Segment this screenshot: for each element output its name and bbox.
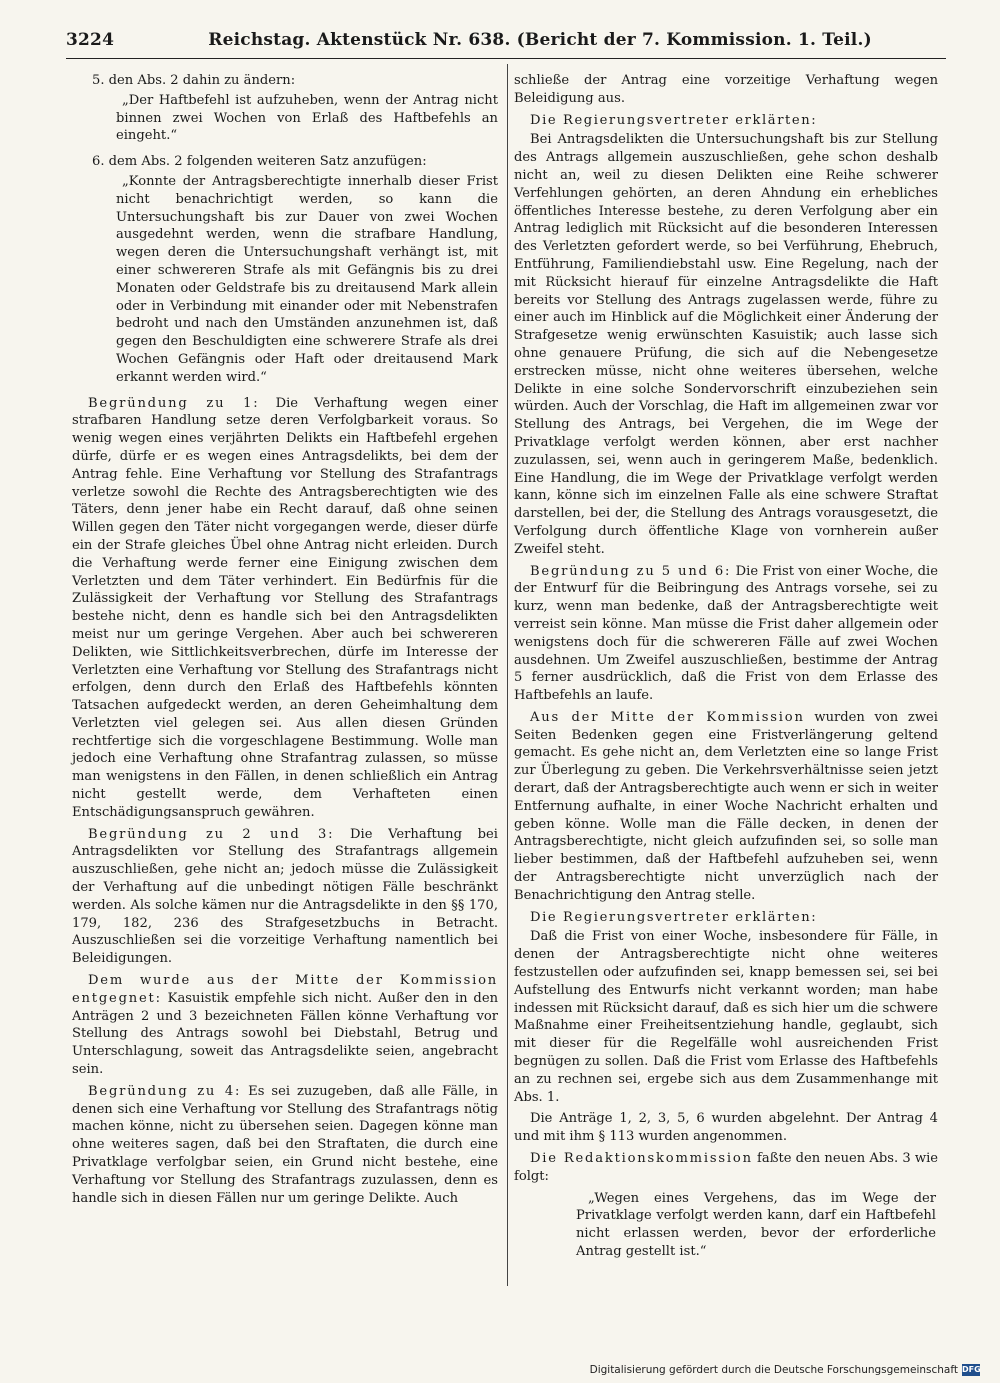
paragraph-text: Die Frist von einer Woche, die der Entwurf für die Beibringung des Antrags vorsehe, sei zu kurz, wenn man bedenke, daß der Antragsberechtigte weit verreist sein könne. Man müsse die Frist daher allgemein oder wenigstens doch für die schwereren Fälle auf zwei Wochen ausdehnen. Um Zweifel auszuschließen, bestimme der Antrag 5 ferner ausdrücklich, daß die Frist von dem Erlasse des Haftbefehls an laufe. [514,563,938,704]
paragraph-text: „Der Haftbefehl ist aufzuheben, wenn der Antrag nicht binnen zwei Wochen von Erlaß des Haftbefehls an eingeht.“ [116,92,498,144]
right-column-paragraph [514,72,938,108]
paragraph-text: Die Anträge 1, 2, 3, 5, 6 wurden abgelehnt. Der Antrag 4 und mit ihm § 113 wurden angenommen. [514,1111,938,1145]
right-column-paragraph [514,1110,938,1146]
right-column-paragraph [514,112,938,130]
footer [590,1364,980,1376]
paragraph-lead: Begründung zu 1: [88,395,260,411]
paragraph-lead: Die Redaktionskommission [530,1151,753,1167]
dfg-logo: DFG [962,1365,981,1374]
left-column-paragraph [72,972,498,1079]
left-column-paragraph [92,153,498,171]
paragraph-lead: Begründung zu 2 und 3: [88,826,335,842]
paragraph-text: Die Regierungsvertreter erklärten: [530,112,818,128]
left-column [72,72,498,1211]
left-column-paragraph [116,173,498,387]
paragraph-text: „Wegen eines Vergehens, das im Wege der Privatklage verfolgt werden kann, darf ein Haftbefehl nicht erlassen werden, bevor der erforderliche Antrag gestellt ist.“ [576,1190,936,1259]
paragraph-lead: Dem wurde aus der Mitte der Kommission entgegnet: [72,973,498,1006]
left-column-paragraph [72,1083,498,1208]
page-title: Reichstag. Aktenstück Nr. 638. (Bericht der 7. Kommission. 1. Teil.) [208,30,872,50]
paragraph-text: schließe der Antrag eine vorzeitige Verhaftung wegen Beleidigung aus. [514,73,938,106]
column-divider [507,64,508,1286]
right-column-paragraph [514,1150,938,1186]
paragraph-text: Die Verhaftung bei Antragsdelikten vor Stellung des Strafantrags allgemein auszuschließen, gehe nicht an; jedoch müsse die Zulässigkeit der Verhaftung auf die unbedingt nötigen Fälle beschränkt werden. Als solche kämen nur die Antragsdelikte in den §§ 170, 179, 182, 236 des Strafgesetzbuchs in Betracht. Auszuschließen sei die vorzeitige Verhaftung namentlich bei Beleidigungen. [72,826,498,967]
paragraph-text: faßte den neuen Abs. 3 wie folgt: [514,1151,939,1184]
paragraph-text: wurden von zwei Seiten Bedenken gegen eine Fristverlängerung geltend gemacht. Es gehe nicht an, dem Verletzten eine so lange Frist zur Überlegung zu geben. Die Verkehrsverhältnisse seien jetzt derart, daß der Antragsberechtigte auch wenn er sich in weiter Entfernung aufhalte, in einer Woche Nachricht erhalten und geben könne. Wolle man die Fälle decken, in denen der Antragsberechtigte, nicht gleich aufzufinden sei, so solle man lieber bestimmen, daß der Haftbefehl aufzuheben sei, wenn der Antragsberechtigte nicht unverzüglich nach der Benachrichtigung den Antrag stelle. [514,709,938,903]
left-column-paragraph [92,72,498,90]
left-column-paragraph [116,92,498,145]
page-number: 3224 [66,30,115,50]
left-column-paragraph [72,395,498,822]
right-column-paragraph [514,131,938,558]
paragraph-lead: Begründung zu 5 und 6: [530,563,732,579]
paragraph-text: „Konnte der Antragsberechtigte innerhalb dieser Frist nicht benachrichtigt werden, so kann die Untersuchungshaft bis zur Dauer von zwei Wochen ausgedehnt werden, wenn die strafbare Handlung, wegen deren die Untersuchungshaft verhängt ist, mit einer schwereren Strafe als mit Gefängnis bis zu drei Monaten oder Geldstrafe bis zu dreitausend Mark allein oder in Verbindung mit einander oder mit Nebenstrafen bedroht und nach den Umständen anzunehmen ist, daß gegen den Beschuldigten eine schwerere Strafe als drei Wochen Gefängnis oder Haft oder dreitausend Mark erkannt werden wird.“ [116,173,498,385]
left-column-paragraph [72,826,498,968]
right-column-paragraph [514,709,938,905]
paragraph-text: 5. den Abs. 2 dahin zu ändern: [92,73,296,88]
paragraph-text: Daß die Frist von einer Woche, insbesondere für Fälle, in denen der Antragsberechtigte nicht ohne weiteres festzustellen oder aufzufinden sei, knapp bemessen sei, sei bei Aufstellung des Entwurfs nicht verkannt worden; man habe indessen mit Rücksicht darauf, daß es sich hier um die schwere Maßnahme einer Freiheitsentziehung handle, geglaubt, sich mit dieser für die Regelfälle wohl ausreichenden Frist begnügen zu sollen. Daß die Frist vom Erlasse des Haftbefehls an zu rechnen sei, ergebe sich aus dem Zusammenhange mit Abs. 1. [514,929,938,1105]
footer-credit: Digitalisierung gefördert durch die Deutsche Forschungsgemeinschaft [589,1364,958,1376]
right-column-paragraph [514,928,938,1106]
right-column-paragraph [514,909,938,927]
paragraph-text: Die Regierungsvertreter erklärten: [530,909,818,925]
right-column-paragraph [514,563,938,705]
paragraph-text: Kasuistik empfehle sich nicht. Außer den in den Anträgen 2 und 3 bezeichneten Fällen könne Verhaftung vor Stellung des Antrags sowohl bei Diebstahl, Betrug und Unterschlagung, soweit das Antragsdelikte seien, angebracht sein. [72,990,498,1078]
right-column-paragraph [576,1190,936,1261]
paragraph-lead: Aus der Mitte der Kommission [530,709,805,725]
right-column [514,72,938,1265]
paragraph-text: 6. dem Abs. 2 folgenden weiteren Satz anzufügen: [92,154,427,170]
page-header [66,30,946,59]
paragraph-text: Es sei zuzugeben, daß alle Fälle, in denen sich eine Verhaftung vor Stellung des Strafantrags nötig machen könne, nicht zu übersehen seien. Dagegen könne man ohne weiteres sagen, daß bei den Straftaten, die durch eine Privatklage verfolgbar seien, ein Grund nicht bestehe, eine Verhaftung vor Stellung des Strafantrags zuzulassen, denn es handle sich in diesen Fällen nur um geringe Delikte. Auch [72,1083,498,1206]
paragraph-text: Bei Antragsdelikten die Untersuchungshaft bis zur Stellung des Antrags allgemein auszuschließen, gehe schon deshalb nicht an, weil zu diesen Delikten eine Reihe schwerer Verfehlungen gehörten, an deren Ahndung ein erhebliches öffentliches Interesse bestehe, zu deren Verfolgung aber ein Antrag lediglich mit Rücksicht auf die besonderen Interessen des Verletzten gefordert werde, so bei Verführung, Ehebruch, Entführung, Familiendiebstahl usw. Eine Regelung, nach der mit Rücksicht hierauf für einzelne Antragsdelikte die Haft bereits vor Stellung des Antrags zugelassen werde, führe zu einer auch im Hinblick auf die Möglichkeit einer Änderung der Strafgesetze wenig erwünschten Kasuistik; auch lasse sich ohne genauere Prüfung, die sich auf die Nebengesetze erstrecken müsse, nicht ohne weiteres übersehen, welche Delikte in eine solche Sondervorschrift einzubeziehen sein würden. Auch der Vorschlag, die Haft im allgemeinen zwar vor Stellung des Antrags, bei Vergehen, die im Wege der Privatklage verfolgt werden können, aber erst nachher zuzulassen, sei, wenn auch in geringerem Maße, bedenklich. Eine Handlung, die im Wege der Privatklage verfolgt werden kann, könne sich im einzelnen Falle als eine schwere Straftat darstellen, bei der, die Stellung des Antrags vorausgesetzt, die Verfolgung durch öffentliche Klage von vornherein außer Zweifel steht. [514,132,938,557]
paragraph-lead: Begründung zu 4: [88,1083,242,1099]
paragraph-text: Die Verhaftung wegen einer strafbaren Handlung setze deren Verfolgbarkeit voraus. So wenig wegen eines verjährten Delikts ein Haftbefehl ergehen dürfe, dürfe er es wegen eines Antragsdelikts, bei dem der Antrag fehle. Eine Verhaftung vor Stellung des Strafantrags verletze sowohl die Rechte des Antragsberechtigten wie des Täters, denn jener habe ein Recht darauf, daß ohne seinen Willen gegen den Täter nicht vorgegangen werde, dieser dürfe ein der Strafe gleiches Übel ohne Antrag nicht erleiden. Durch die Verhaftung werde ferner eine Einigung zwischen dem Verletzten und dem Täter verhindert. Ein Bedürfnis für die Zulässigkeit der Verhaftung vor Stellung des Strafantrags bestehe nicht, denn es handle sich bei den Antragsdelikten meist nur um geringe Vergehen. Aber auch bei schwereren Delikten, wie Sittlichkeitsverbrechen, dürfe im Interesse der Verletzten eine Verhaftung vor Stellung des Strafantrags nicht erfolgen, denn durch den Erlaß des Haftbefehls könnten Tatsachen aufgedeckt werden, an deren Geheimhaltung dem Verletzten viel gelegen sei. Aus allen diesen Gründen rechtfertige sich die vorgeschlagene Bestimmung. Wolle man jedoch eine Verhaftung ohne Strafantrag zulassen, so müsse man wenigstens in den Fällen, in denen schließlich ein Antrag nicht gestellt werde, dem Verhafteten einen Entschädigungsanspruch gewähren. [72,395,498,820]
